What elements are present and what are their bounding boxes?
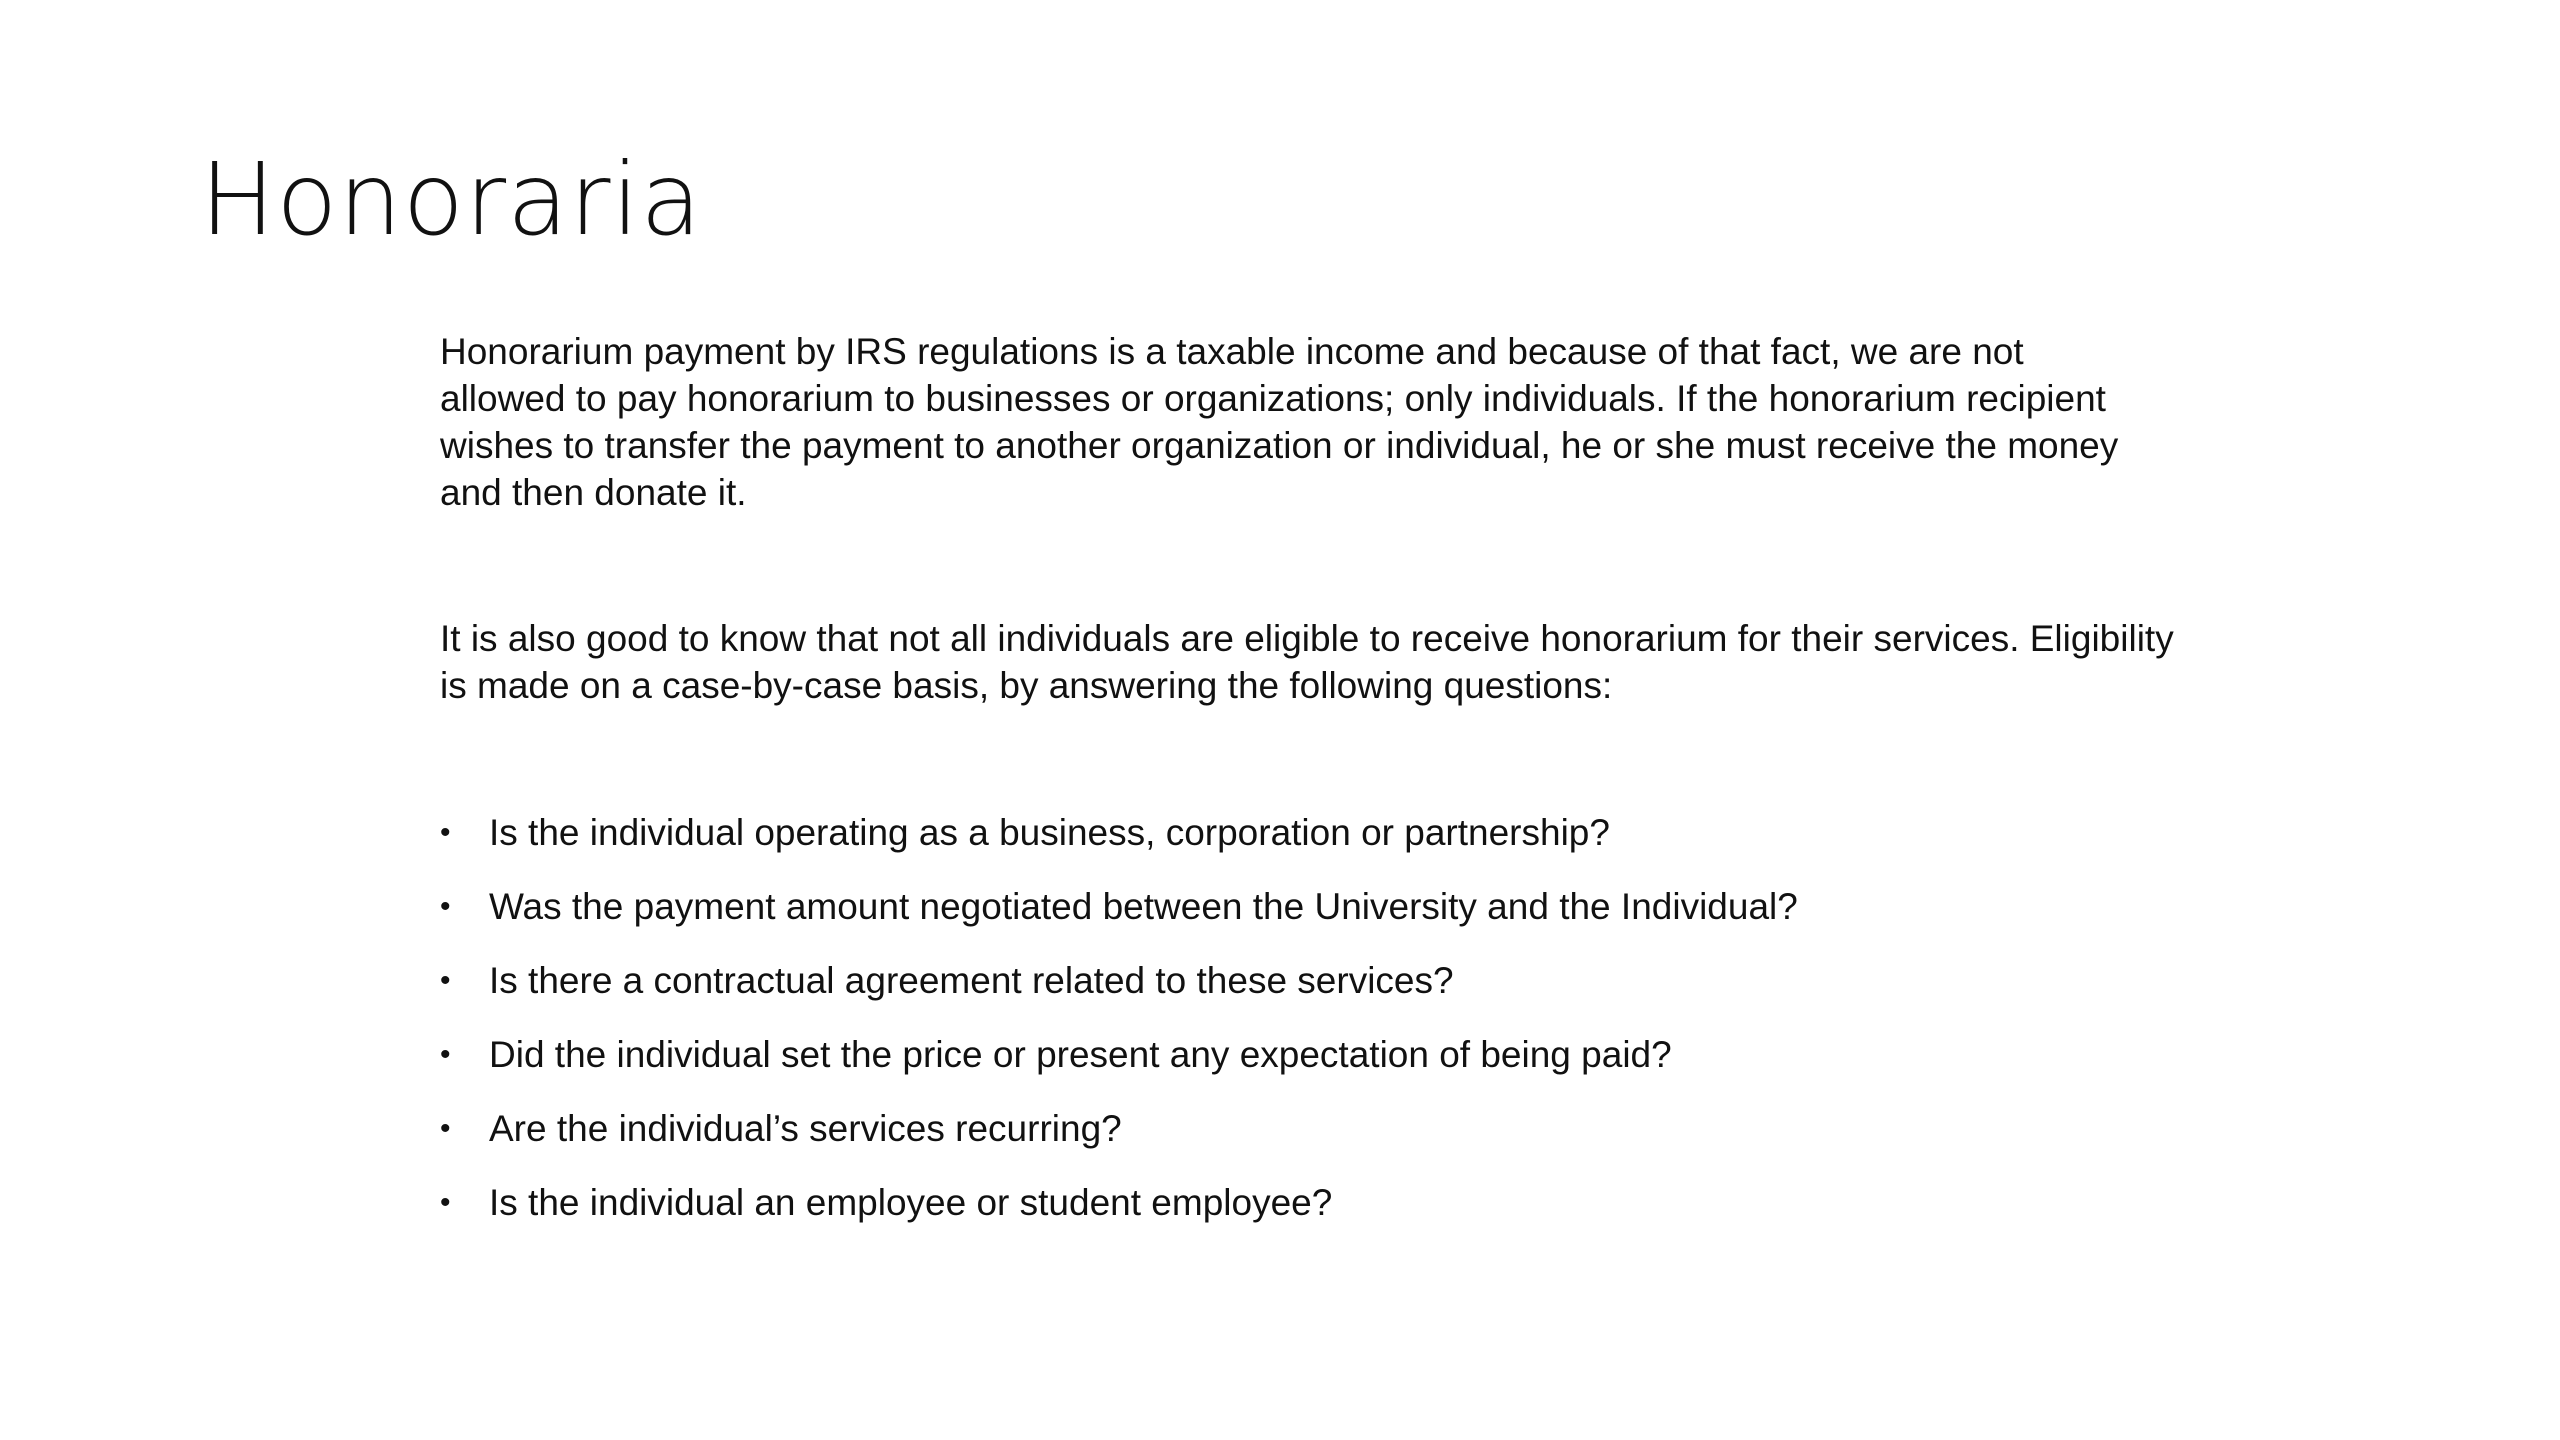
bullet-icon: • — [440, 1038, 451, 1071]
list-item-text: Is the individual an employee or student employee? — [489, 1182, 1333, 1223]
list-item-text: Is the individual operating as a business, corporation or partnership? — [489, 812, 1610, 853]
intro-paragraph: Honorarium payment by IRS regulations is a taxable income and because of that fact, we are not allowed to pay honorarium to businesses or organizations; only individuals. If the honorarium recipient wishes to transfer the payment to another organization or individual, he or she must receive the money and then donate it. — [440, 331, 2119, 513]
list-item — [440, 1031, 2200, 1078]
list-item-text: Was the payment amount negotiated between the University and the Individual? — [489, 886, 1798, 927]
list-item — [440, 1105, 2200, 1152]
bullet-icon: • — [440, 1186, 451, 1219]
list-item — [440, 809, 2200, 856]
slide-title: Honoraria — [200, 141, 703, 258]
bullet-icon: • — [440, 816, 451, 849]
bullet-icon: • — [440, 964, 451, 997]
list-item-text: Is there a contractual agreement related to these services? — [489, 960, 1454, 1001]
questions-list — [440, 809, 2200, 1226]
list-item — [440, 1179, 2200, 1226]
list-item — [440, 883, 2200, 930]
list-item — [440, 957, 2200, 1004]
bullet-icon: • — [440, 1112, 451, 1145]
slide-body — [440, 328, 2200, 1253]
list-item-text: Are the individual’s services recurring? — [489, 1108, 1122, 1149]
bullet-icon: • — [440, 890, 451, 923]
list-item-text: Did the individual set the price or present any expectation of being paid? — [489, 1034, 1672, 1075]
eligibility-paragraph: It is also good to know that not all individuals are eligible to receive honorarium for their services. Eligibility is made on a case-by-case basis, by answering the following questions: — [440, 618, 2174, 706]
